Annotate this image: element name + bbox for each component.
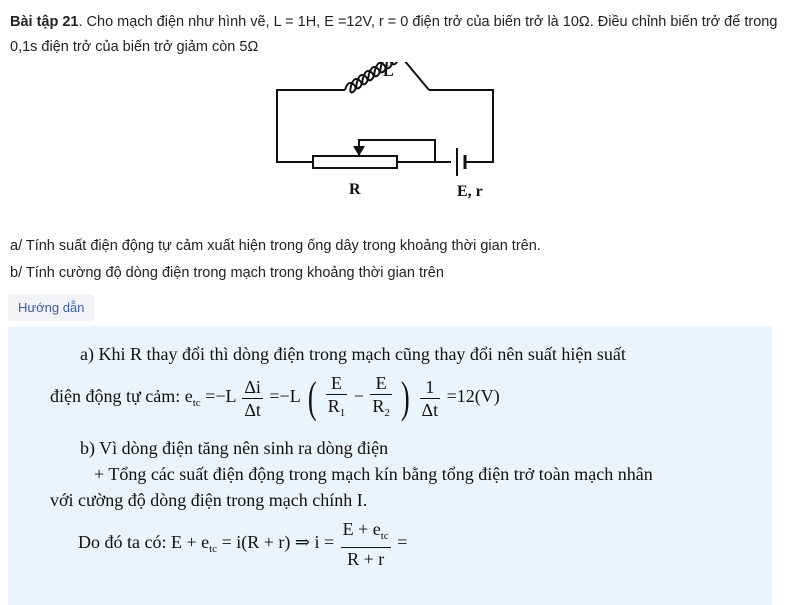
fraction-1-dt bbox=[420, 376, 441, 421]
result-value: =12(V) bbox=[446, 386, 500, 407]
solution-line-3: b) Vì dòng điện tăng nên sinh ra dòng điện bbox=[80, 438, 389, 458]
solution-line-5: với cường độ dòng điện trong mạch chính I. bbox=[50, 490, 368, 510]
fraction-num bbox=[341, 518, 391, 548]
paren-open: ( bbox=[307, 373, 317, 422]
paren-close: ) bbox=[401, 373, 411, 422]
question-b: b/ Tính cường độ dòng điện trong mạch trong khoảng thời gian trên bbox=[10, 265, 444, 281]
solution-line-2 bbox=[50, 372, 500, 424]
rheostat bbox=[313, 156, 397, 168]
guide-button[interactable]: Hướng dẫn bbox=[8, 294, 94, 321]
wire-top-right bbox=[429, 90, 493, 162]
emf-subscript: tc bbox=[192, 397, 201, 410]
fraction-current bbox=[341, 518, 391, 570]
circuit-diagram bbox=[265, 62, 505, 212]
fraction-num: E bbox=[326, 372, 348, 395]
eq-part-2: =−L bbox=[269, 386, 301, 407]
fraction-den: Δt bbox=[244, 399, 261, 420]
slider-arrow bbox=[353, 146, 365, 156]
emf-subscript: tc bbox=[209, 543, 218, 556]
problem-text: . Cho mạch điện như hình vẽ, L = 1H, E =12V, r = 0 điện trở của biến trở là 10Ω. Điều chỉnh biến trở để trong 0,1s điện trở của biến trở giảm còn 5Ω bbox=[10, 14, 778, 55]
solution-line-6 bbox=[78, 518, 407, 570]
fraction-den bbox=[370, 395, 392, 424]
fraction-E-R1 bbox=[326, 372, 348, 424]
label-E-r: E, r bbox=[457, 183, 483, 200]
solution-line-4: + Tổng các suất điện động trong mạch kín bằng tổng điện trở toàn mạch nhân bbox=[94, 464, 653, 484]
problem-statement bbox=[10, 10, 790, 60]
fraction-den bbox=[326, 395, 348, 424]
solution-line-6-mid: = i(R + r) ⇒ i = bbox=[221, 532, 339, 553]
r2-symbol: R bbox=[372, 396, 385, 416]
solution-panel bbox=[8, 326, 772, 605]
fraction-num: Δi bbox=[244, 376, 261, 397]
r1-symbol: R bbox=[327, 396, 340, 416]
fraction-den: Δt bbox=[421, 399, 439, 420]
emf-symbol: e bbox=[184, 386, 193, 407]
fraction-den: R + r bbox=[347, 549, 385, 569]
fraction-num: E bbox=[370, 372, 392, 395]
r2-subscript: 2 bbox=[384, 407, 390, 419]
fraction-num: 1 bbox=[420, 376, 441, 399]
solution-line-1: a) Khi R thay đổi thì dòng điện trong mạch cũng thay đổi nên suất hiện suất bbox=[80, 344, 626, 364]
fraction-di-dt bbox=[242, 376, 263, 421]
wire-top-left bbox=[277, 90, 345, 162]
label-R: R bbox=[349, 181, 361, 198]
solution-line-2-prefix: điện động tự cảm: bbox=[50, 386, 185, 407]
problem-title: Bài tập 21 bbox=[10, 14, 79, 30]
equals-sign: = bbox=[397, 532, 408, 553]
solution-line-6-prefix: Do đó ta có: E + e bbox=[78, 532, 210, 553]
num-text: E + e bbox=[342, 519, 381, 539]
eq-part-1: =−L bbox=[205, 386, 236, 407]
minus-sign: − bbox=[353, 386, 364, 407]
question-a: a/ Tính suất điện động tự cảm xuất hiện trong ống dây trong khoảng thời gian trên. bbox=[10, 238, 541, 254]
label-L: L bbox=[383, 63, 394, 80]
num-subscript: tc bbox=[380, 530, 389, 542]
fraction-E-R2 bbox=[370, 372, 392, 424]
r1-subscript: 1 bbox=[339, 407, 346, 419]
